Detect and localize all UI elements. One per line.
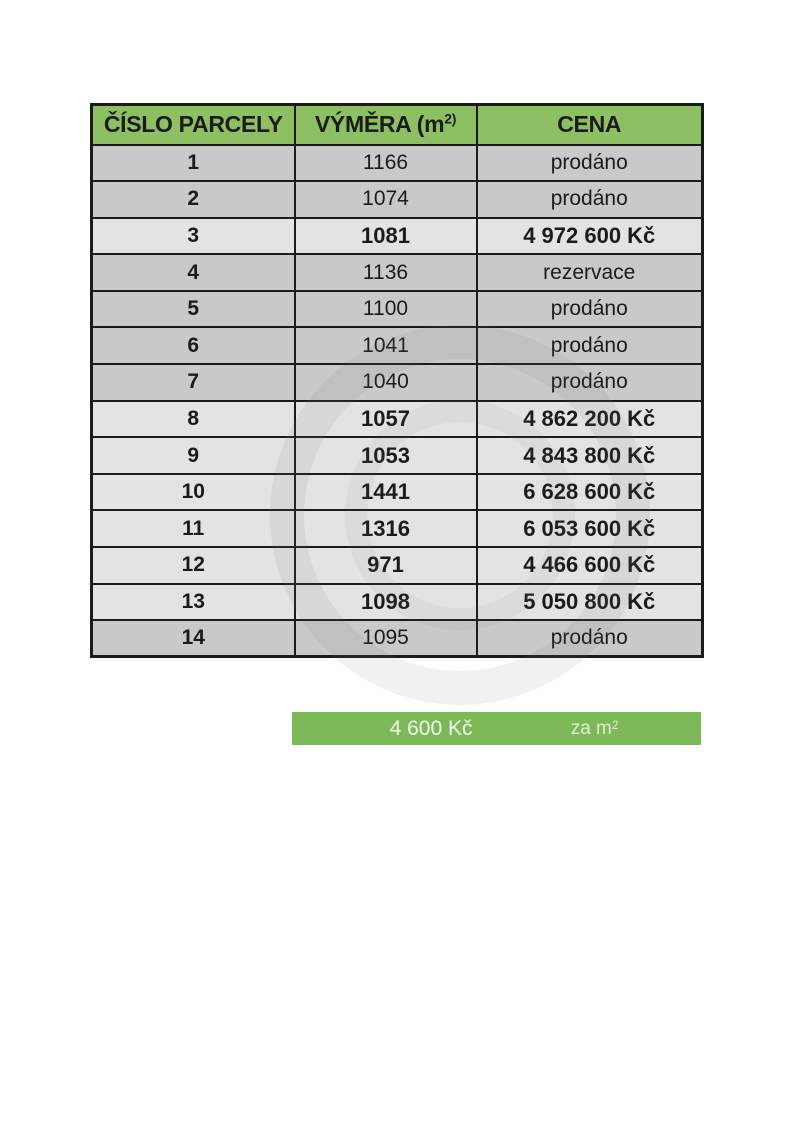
table-row	[92, 181, 703, 218]
header-area-superscript: 2)	[444, 110, 457, 127]
table-row	[92, 510, 703, 547]
area-cell: 1053	[295, 437, 477, 474]
price-cell: 4 972 600 Kč	[477, 218, 703, 255]
area-cell: 1081	[295, 218, 477, 255]
table-row	[92, 401, 703, 438]
table-row	[92, 327, 703, 364]
header-parcel-number-label: ČÍSLO PARCELY	[103, 111, 283, 138]
price-cell: prodáno	[477, 145, 703, 182]
parcel-number-cell: 5	[92, 291, 295, 328]
table-row	[92, 620, 703, 657]
price-cell: prodáno	[477, 620, 703, 657]
header-area-label: VÝMĚRA (m	[314, 111, 445, 138]
parcel-number-cell: 12	[92, 547, 295, 584]
area-cell: 1136	[295, 254, 477, 291]
area-cell: 1057	[295, 401, 477, 438]
area-cell: 1098	[295, 584, 477, 621]
area-cell: 1040	[295, 364, 477, 401]
price-cell: rezervace	[477, 254, 703, 291]
table-row	[92, 437, 703, 474]
parcel-number-cell: 11	[92, 510, 295, 547]
parcel-number-cell: 6	[92, 327, 295, 364]
table-row	[92, 254, 703, 291]
parcel-number-cell: 2	[92, 181, 295, 218]
price-cell: 6 628 600 Kč	[477, 474, 703, 511]
parcel-number-cell: 10	[92, 474, 295, 511]
table-row	[92, 291, 703, 328]
table-row	[92, 145, 703, 182]
parcel-number-cell: 1	[92, 145, 295, 182]
price-cell: 6 053 600 Kč	[477, 510, 703, 547]
table-body	[92, 145, 703, 657]
table-header-row	[92, 105, 703, 145]
price-per-m2-bar	[292, 712, 701, 745]
price-cell: prodáno	[477, 181, 703, 218]
price-cell: 4 466 600 Kč	[477, 547, 703, 584]
header-price	[477, 105, 703, 145]
parcel-number-cell: 9	[92, 437, 295, 474]
parcel-number-cell: 7	[92, 364, 295, 401]
table-row	[92, 547, 703, 584]
table-row	[92, 474, 703, 511]
parcel-number-cell: 14	[92, 620, 295, 657]
area-cell: 1074	[295, 181, 477, 218]
area-cell: 1095	[295, 620, 477, 657]
parcel-number-cell: 4	[92, 254, 295, 291]
price-cell: 5 050 800 Kč	[477, 584, 703, 621]
area-cell: 1316	[295, 510, 477, 547]
price-cell: prodáno	[477, 291, 703, 328]
table-row	[92, 218, 703, 255]
parcel-table	[90, 103, 704, 658]
header-price-label: CENA	[557, 111, 622, 138]
parcel-number-cell: 13	[92, 584, 295, 621]
header-area	[295, 105, 477, 145]
parcel-number-cell: 3	[92, 218, 295, 255]
price-cell: prodáno	[477, 364, 703, 401]
area-cell: 1441	[295, 474, 477, 511]
parcel-number-cell: 8	[92, 401, 295, 438]
area-cell: 971	[295, 547, 477, 584]
area-cell: 1041	[295, 327, 477, 364]
price-cell: 4 862 200 Kč	[477, 401, 703, 438]
area-cell: 1166	[295, 145, 477, 182]
header-parcel-number	[92, 105, 295, 145]
table-row	[92, 584, 703, 621]
price-per-m2-unit-label: za m	[570, 717, 612, 739]
price-cell: 4 843 800 Kč	[477, 437, 703, 474]
table-row	[92, 364, 703, 401]
price-cell: prodáno	[477, 327, 703, 364]
price-per-m2-value: 4 600 Kč	[389, 716, 473, 740]
price-per-m2-unit: za m 2	[570, 717, 619, 739]
area-cell: 1100	[295, 291, 477, 328]
